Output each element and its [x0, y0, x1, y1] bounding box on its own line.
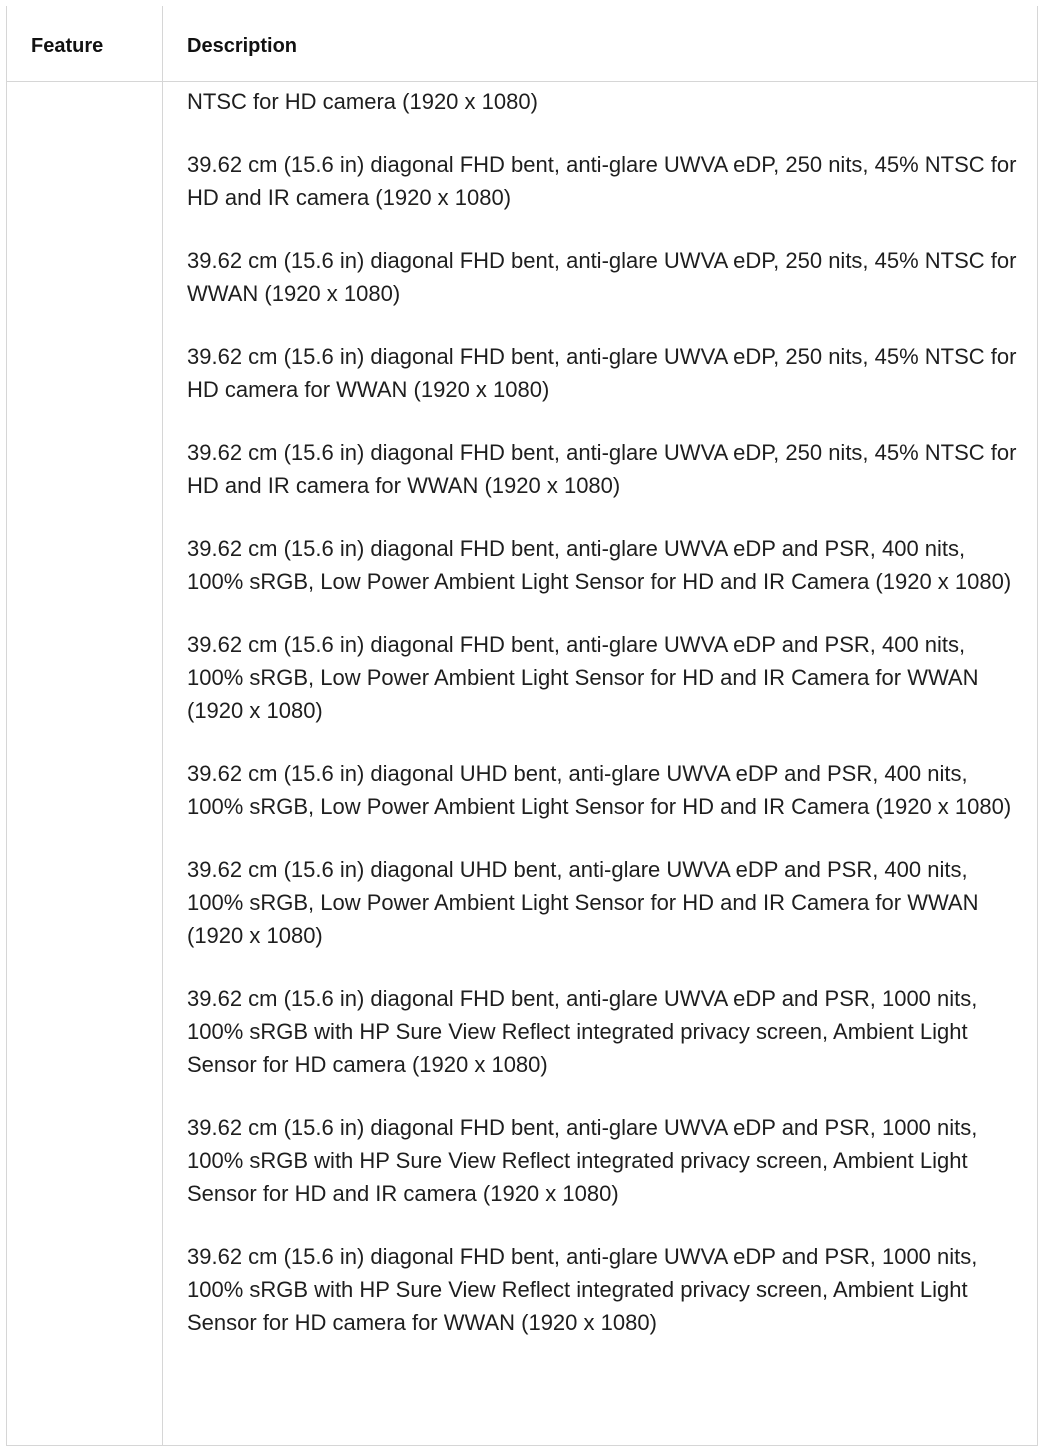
description-item: NTSC for HD camera (1920 x 1080) [187, 89, 538, 114]
description-column-header: Description [187, 35, 298, 57]
description-item: 39.62 cm (15.6 in) diagonal UHD bent, anti-glare UWVA eDP and PSR, 400 nits, 100% sRGB, Low Power Ambient Light Sensor for HD and IR Camera (1920 x 1080) [187, 761, 1012, 819]
description-item: 39.62 cm (15.6 in) diagonal FHD bent, anti-glare UWVA eDP and PSR, 1000 nits, 100% sRGB with HP Sure View Reflect integrated privacy screen, Ambient Light Sensor for HD and IR camera (1920 x 1080) [187, 1115, 978, 1206]
description-item: 39.62 cm (15.6 in) diagonal FHD bent, anti-glare UWVA eDP, 250 nits, 45% NTSC for WWAN (1920 x 1080) [187, 248, 1017, 306]
description-item: 39.62 cm (15.6 in) diagonal FHD bent, anti-glare UWVA eDP and PSR, 400 nits, 100% sRGB, Low Power Ambient Light Sensor for HD and IR Camera (1920 x 1080) [187, 536, 1012, 594]
description-item: 39.62 cm (15.6 in) diagonal FHD bent, anti-glare UWVA eDP and PSR, 1000 nits, 100% sRGB with HP Sure View Reflect integrated privacy screen, Ambient Light Sensor for HD camera for WWAN (1920 x 1080) [187, 1244, 978, 1335]
feature-column-header: Feature [31, 35, 104, 57]
table-header-row [7, 6, 1037, 82]
description-item: 39.62 cm (15.6 in) diagonal FHD bent, anti-glare UWVA eDP, 250 nits, 45% NTSC for HD camera for WWAN (1920 x 1080) [187, 344, 1017, 402]
description-item: 39.62 cm (15.6 in) diagonal FHD bent, anti-glare UWVA eDP and PSR, 1000 nits, 100% sRGB with HP Sure View Reflect integrated privacy screen, Ambient Light Sensor for HD camera (1920 x 1080) [187, 986, 978, 1077]
description-cell [187, 85, 1027, 1369]
description-item: 39.62 cm (15.6 in) diagonal UHD bent, anti-glare UWVA eDP and PSR, 400 nits, 100% sRGB, Low Power Ambient Light Sensor for HD and IR Camera for WWAN (1920 x 1080) [187, 857, 979, 948]
spec-table [6, 6, 1038, 1446]
column-divider [162, 6, 163, 1445]
description-item: 39.62 cm (15.6 in) diagonal FHD bent, anti-glare UWVA eDP and PSR, 400 nits, 100% sRGB, Low Power Ambient Light Sensor for HD and IR Camera for WWAN (1920 x 1080) [187, 632, 979, 723]
description-item: 39.62 cm (15.6 in) diagonal FHD bent, anti-glare UWVA eDP, 250 nits, 45% NTSC for HD and IR camera for WWAN (1920 x 1080) [187, 440, 1017, 498]
description-item: 39.62 cm (15.6 in) diagonal FHD bent, anti-glare UWVA eDP, 250 nits, 45% NTSC for HD and IR camera (1920 x 1080) [187, 152, 1017, 210]
